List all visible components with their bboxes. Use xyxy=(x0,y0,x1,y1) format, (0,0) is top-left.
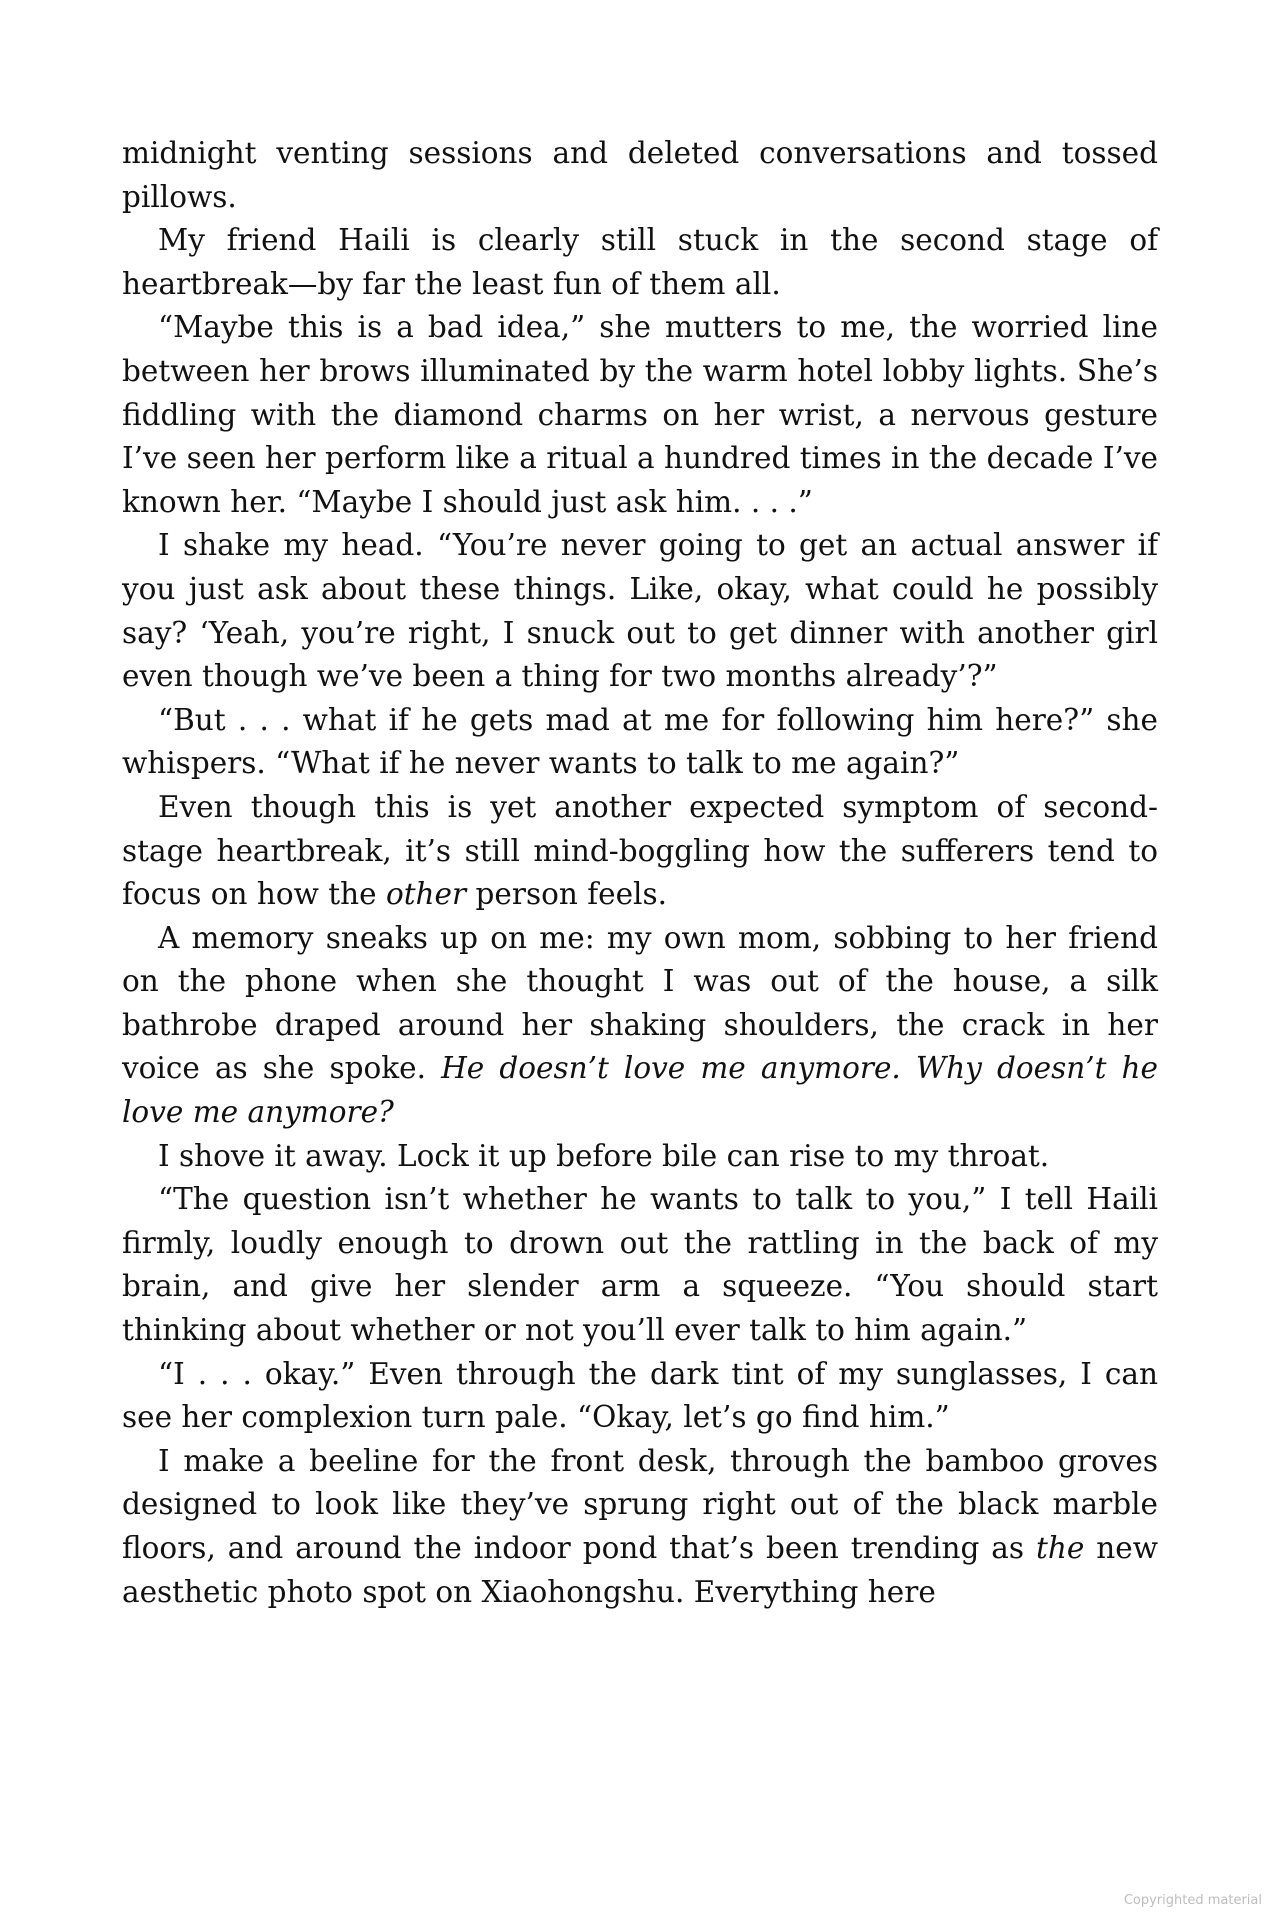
text-run: I shake my head. “You’re never going to get an actual answer if you just ask about these things. Like, okay, what could he possibly say? ‘Yeah, you’re right, I snuck out to get dinner with another girl even though we’ve been a thing for two months already’?” xyxy=(122,528,1158,694)
italic-text: other xyxy=(385,877,467,912)
paragraph xyxy=(122,1178,1158,1352)
paragraph xyxy=(122,219,1158,306)
text-run: new aesthetic photo spot on Xiaohongshu. Everything here xyxy=(122,1531,1158,1609)
paragraph xyxy=(122,1440,1158,1614)
paragraph xyxy=(122,699,1158,786)
italic-text: He doesn’t love me anymore. Why doesn’t he love me anymore? xyxy=(122,1051,1159,1130)
text-run: I make a beeline for the front desk, through the bamboo groves designed to look like they’ve sprung right out of the black marble floors, and around the indoor pond that’s been trending as xyxy=(122,1443,1158,1565)
text-run: “Maybe this is a bad idea,” she mutters to me, the worried line between her brows illuminated by the warm hotel lobby lights. She’s fiddling with the diamond charms on her wrist, a nervous gesture I’ve seen her perform like a ritual a hundred times in the decade I’ve known her. “Maybe I should just ask him. . . .” xyxy=(122,310,1158,519)
paragraph xyxy=(122,306,1158,524)
page-body xyxy=(122,132,1158,1614)
copyright-watermark: Copyrighted material xyxy=(1123,1893,1262,1908)
paragraph xyxy=(122,524,1158,698)
paragraph xyxy=(122,1135,1158,1179)
text-run: person feels. xyxy=(466,877,668,912)
text-run: A memory sneaks up on me: my own mom, sobbing to her friend on the phone when she thought I was out of the house, a silk bathrobe draped around her shaking shoulders, the crack in her voice as she spoke. xyxy=(122,920,1158,1086)
paragraph xyxy=(122,786,1158,917)
text-run: midnight venting sessions and deleted conversations and tossed pillows. xyxy=(122,136,1158,214)
paragraph xyxy=(122,917,1158,1135)
text-run: I shove it away. Lock it up before bile can rise to my throat. xyxy=(158,1138,1050,1173)
text-run: My friend Haili is clearly still stuck in the second stage of heartbreak—by far the least fun of them all. xyxy=(122,223,1158,301)
text-run: “The question isn’t whether he wants to talk to you,” I tell Haili firmly, loudly enough to drown out the rattling in the back of my brain, and give her slender arm a squeeze. “You should start thinking about whether or not you’ll ever talk to him again.” xyxy=(122,1182,1158,1348)
paragraph xyxy=(122,1353,1158,1440)
text-run: “But . . . what if he gets mad at me for following him here?” she whispers. “What if he never wants to talk to me again?” xyxy=(122,702,1158,781)
text-run: Even though this is yet another expected symptom of second-stage heartbreak, it’s still mind-boggling how the sufferers tend to focus on how the xyxy=(122,789,1158,912)
italic-text: the xyxy=(1036,1531,1085,1565)
text-run: “I . . . okay.” Even through the dark tint of my sunglasses, I can see her complexion turn pale. “Okay, let’s go find him.” xyxy=(122,1356,1158,1435)
paragraph xyxy=(122,132,1158,219)
